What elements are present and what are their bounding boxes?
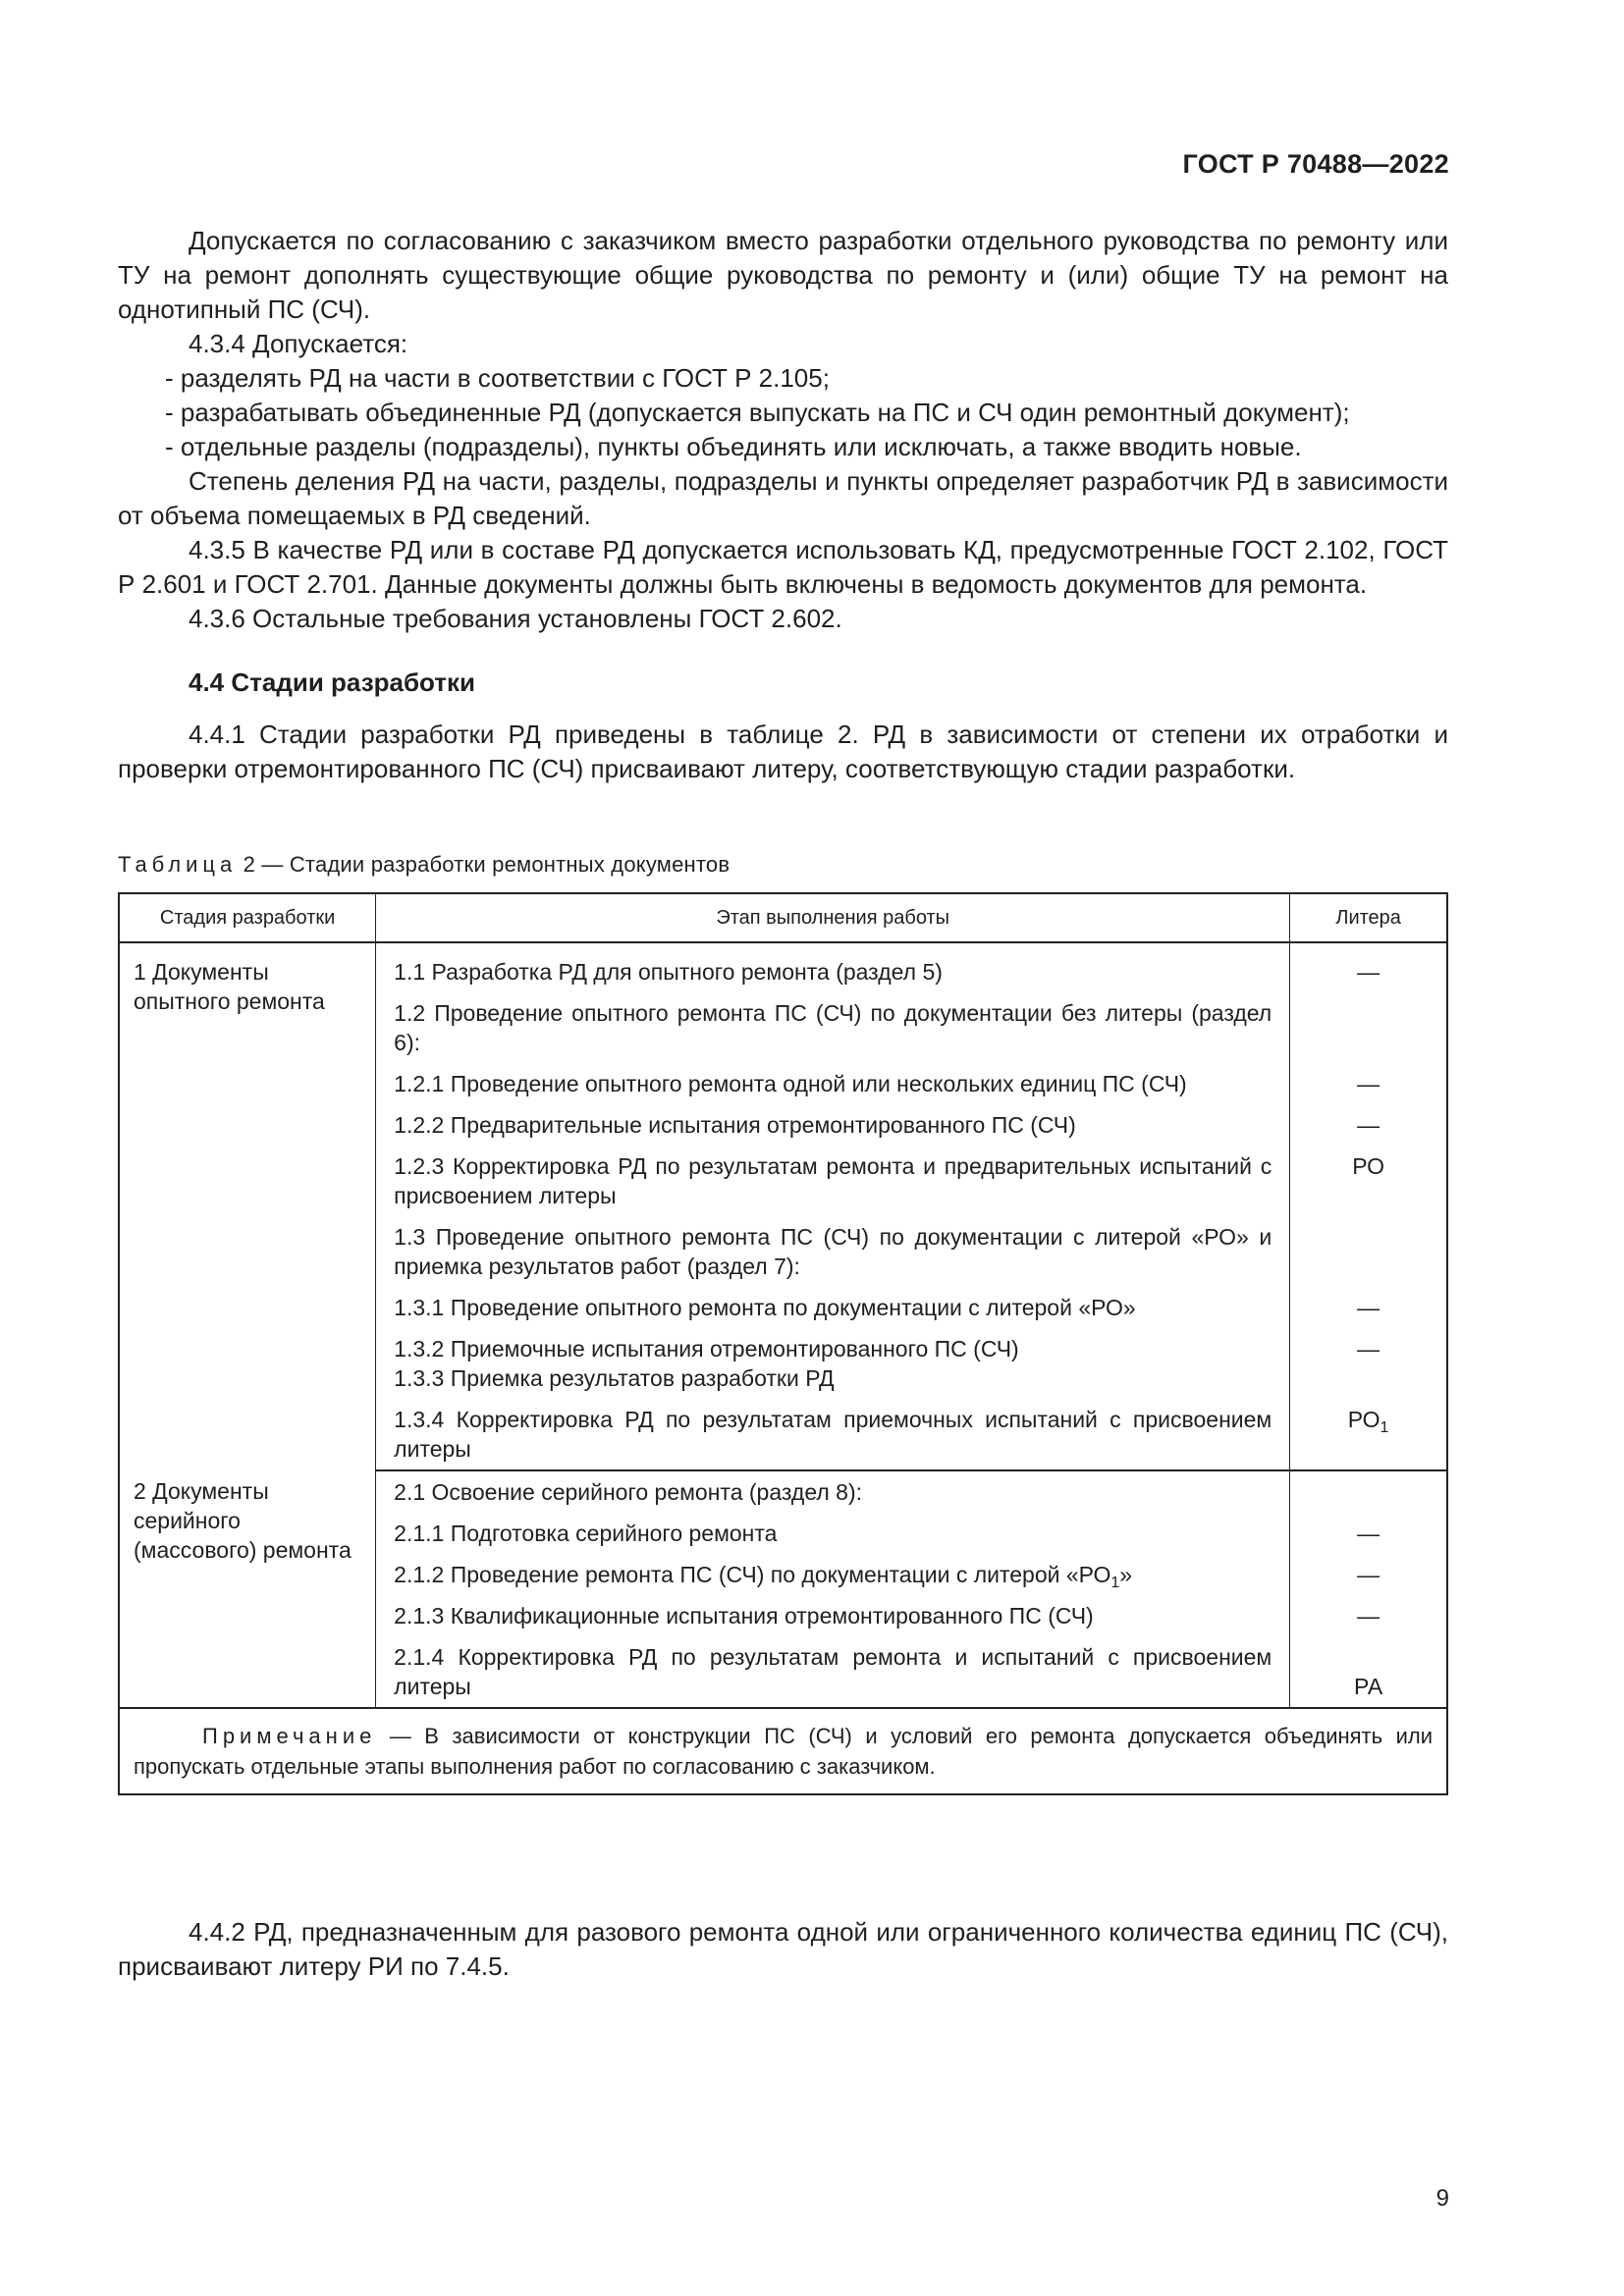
note-label: Примечание <box>202 1724 377 1748</box>
column-header: Этап выполнения работы <box>376 893 1290 942</box>
body-text-after-table <box>118 1915 1448 1984</box>
step-cell <box>376 1554 1290 1595</box>
litera-cell: РО <box>1290 1146 1447 1216</box>
step-cell: 1.3 Проведение опытного ремонта ПС (СЧ) по документации с литерой «РО» и приемка результатов работ (раздел 7): <box>376 1216 1290 1287</box>
table-row <box>119 1470 1447 1513</box>
litera-cell: РА <box>1290 1636 1447 1708</box>
litera-cell <box>1290 1399 1447 1470</box>
step-subscript: 1 <box>1110 1575 1120 1591</box>
litera-cell <box>1290 1470 1447 1513</box>
list-item: - разделять РД на части в соответствии с ГОСТ Р 2.105; <box>165 363 830 393</box>
step-line: 1.3.2 Приемочные испытания отремонтированного ПС (СЧ) <box>394 1336 1019 1362</box>
paragraph-4-3-4: 4.3.4 Допускается: <box>189 329 408 358</box>
page-number: 9 <box>1435 2185 1449 2212</box>
paragraph-4-3-6: 4.3.6 Остальные требования установлены ГОСТ 2.602. <box>189 604 842 633</box>
litera-cell: — <box>1290 1513 1447 1554</box>
stages-table <box>118 892 1448 1795</box>
step-cell: 1.2.1 Проведение опытного ремонта одной или нескольких единиц ПС (СЧ) <box>376 1063 1290 1104</box>
paragraph-4-3-5: 4.3.5 В качестве РД или в составе РД допускается использовать КД, предусмотренные ГОСТ 2.102, ГОСТ Р 2.601 и ГОСТ 2.701. Данные документы должны быть включены в ведомость документов для ремонта. <box>118 535 1448 599</box>
step-cell: 1.2 Проведение опытного ремонта ПС (СЧ) по документации без литеры (раздел 6): <box>376 992 1290 1063</box>
column-header: Стадия разработки <box>119 893 376 942</box>
litera-cell: — <box>1290 1595 1447 1636</box>
table-note-row <box>119 1708 1447 1794</box>
step-line: 1.3.3 Приемка результатов разработки РД <box>394 1365 835 1391</box>
step-cell <box>376 1328 1290 1399</box>
table-caption-word: Таблица <box>118 852 238 877</box>
body-text <box>118 224 1448 786</box>
section-heading: 4.4 Стадии разработки <box>189 667 475 697</box>
litera-cell <box>1290 992 1447 1063</box>
step-text-end: » <box>1119 1562 1133 1587</box>
list-item: - отдельные разделы (подразделы), пункты объединять или исключать, а также вводить новые. <box>165 432 1302 461</box>
paragraph: Степень деления РД на части, разделы, подразделы и пункты определяет разработчик РД в зависимости от объема помещаемых в РД сведений. <box>118 466 1448 530</box>
litera-cell: — <box>1290 1287 1447 1328</box>
litera-cell <box>1290 1216 1447 1287</box>
note-text: — В зависимости от конструкции ПС (СЧ) и условий его ремонта допускается объединять или пропускать отдельные этапы выполнения работ по согласованию с заказчиком. <box>134 1724 1433 1779</box>
litera-text: РО <box>1347 1407 1380 1432</box>
litera-cell: — <box>1290 1554 1447 1595</box>
step-cell: 2.1.4 Корректировка РД по результатам ремонта и испытаний с присвоением литеры <box>376 1636 1290 1708</box>
table-caption-title: 2 — Стадии разработки ремонтных документов <box>243 852 731 877</box>
litera-cell: — <box>1290 1104 1447 1146</box>
table-caption <box>118 852 730 878</box>
litera-cell: — <box>1290 942 1447 992</box>
step-cell: 1.3.1 Проведение опытного ремонта по документации с литерой «РО» <box>376 1287 1290 1328</box>
paragraph-4-4-2: 4.4.2 РД, предназначенным для разового ремонта одной или ограниченного количества единиц ПС (СЧ), присваивают литеру РИ по 7.4.5. <box>118 1917 1448 1981</box>
litera-subscript: 1 <box>1380 1419 1389 1436</box>
table-header-row <box>119 893 1447 942</box>
paragraph-4-4-1: 4.4.1 Стадии разработки РД приведены в таблице 2. РД в зависимости от степени их отработки и проверки отремонтированного ПС (СЧ) присваивают литеру, соответствующую стадии разработки. <box>118 720 1448 783</box>
litera-cell: — <box>1290 1063 1447 1104</box>
standard-header: ГОСТ Р 70488—2022 <box>1182 149 1449 179</box>
litera-cell: — <box>1290 1328 1447 1399</box>
step-cell: 1.1 Разработка РД для опытного ремонта (раздел 5) <box>376 942 1290 992</box>
stage-cell: 1 Документы опытного ремонта <box>119 942 376 1470</box>
column-header: Литера <box>1290 893 1447 942</box>
step-cell: 1.3.4 Корректировка РД по результатам приемочных испытаний с присвоением литеры <box>376 1399 1290 1470</box>
step-cell: 2.1.1 Подготовка серийного ремонта <box>376 1513 1290 1554</box>
step-cell: 2.1.3 Квалификационные испытания отремонтированного ПС (СЧ) <box>376 1595 1290 1636</box>
table-row <box>119 942 1447 992</box>
step-cell: 1.2.3 Корректировка РД по результатам ремонта и предварительных испытаний с присвоением литеры <box>376 1146 1290 1216</box>
step-text: 2.1.2 Проведение ремонта ПС (СЧ) по документации с литерой «РО <box>394 1562 1111 1587</box>
paragraph: Допускается по согласованию с заказчиком вместо разработки отдельного руководства по ремонту или ТУ на ремонт дополнять существующие общие руководства по ремонту и (или) общие ТУ на ремонт на однотипный ПС (СЧ). <box>118 226 1448 324</box>
stage-cell: 2 Документы серийного (массового) ремонта <box>119 1470 376 1708</box>
step-cell: 1.2.2 Предварительные испытания отремонтированного ПС (СЧ) <box>376 1104 1290 1146</box>
step-cell: 2.1 Освоение серийного ремонта (раздел 8): <box>376 1470 1290 1513</box>
list-item: - разрабатывать объединенные РД (допускается выпускать на ПС и СЧ один ремонтный документ); <box>165 398 1350 427</box>
table-note <box>119 1708 1447 1794</box>
